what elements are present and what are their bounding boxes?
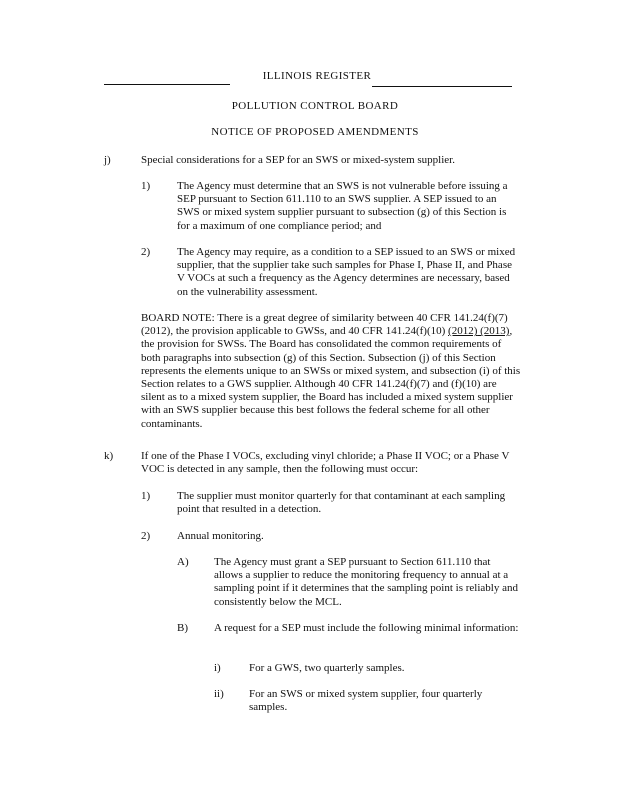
section-k-item2-label: 2): [141, 530, 151, 542]
section-k-label: k): [104, 450, 114, 462]
board-note-part2: , the provision for SWSs. The Board has consolidated the common requirements of both paragraphs into subsection (g) of this Section. Subsection (j) of this Section represents the elements unique to an SWSs or mixed system, and subsection (i) of this Section relates to a GWS supplier. Although 40 CFR 141.24(f)(7) and (f)(10) are silent as to a mixed system supplier, the Board has included a mixed system supplier with an SWS supplier because this best follows the federal scheme for all other contaminants.: [141, 325, 521, 430]
board-note: [141, 312, 521, 431]
section-k-subB-text: A request for a SEP must include the following minimal information:: [214, 622, 519, 634]
section-k-subA-label: A): [177, 556, 189, 568]
section-j-item1-text: The Agency must determine that an SWS is not vulnerable before issuing a SEP pursuant to Section 611.110 to an SWS supplier. A SEP issued to an SWS or mixed system supplier pursuant to subsection (g) of this Section is for a maximum of one compliance period; and: [177, 180, 508, 232]
section-k-subA-text: The Agency must grant a SEP pursuant to Section 611.110 that allows a supplier to reduce the monitoring frequency to annual at a sampling point if it determines that the sampling point is reliably and consistently below the MCL.: [214, 556, 518, 608]
section-k-subB-i-label: i): [214, 662, 221, 674]
notice-title: NOTICE OF PROPOSED AMENDMENTS: [211, 126, 419, 138]
section-k-subB-label: B): [177, 622, 188, 634]
section-k-item2-text: Annual monitoring.: [177, 530, 264, 542]
board-note-part1: BOARD NOTE: There is a great degree of similarity between 40 CFR 141.24(f)(7) (2012), the provision applicable to GWSs, and 40 CFR 141.24(f)(10): [141, 312, 508, 338]
section-k-title: If one of the Phase I VOCs, excluding vinyl chloride; a Phase II VOC; or a Phase V VOC is detected in any sample, then the following must occur:: [141, 450, 510, 476]
section-j-title: Special considerations for a SEP for an SWS or mixed-system supplier.: [141, 154, 455, 166]
section-k-subB-ii-label: ii): [214, 688, 224, 700]
board-note-inserted-year: (2013): [477, 325, 510, 338]
board-title: POLLUTION CONTROL BOARD: [231, 100, 399, 112]
header-rule-right: [372, 86, 512, 87]
section-k-subB-i-text: For a GWS, two quarterly samples.: [249, 662, 405, 674]
section-k-subB-ii-text: For an SWS or mixed system supplier, four quarterly samples.: [249, 688, 483, 714]
section-k-item1-text: The supplier must monitor quarterly for that contaminant at each sampling point that resulted in a detection.: [177, 490, 506, 516]
section-j-item2-label: 2): [141, 246, 151, 258]
section-j-label: j): [104, 154, 111, 166]
section-j-item1-label: 1): [141, 180, 151, 192]
section-k-item1-label: 1): [141, 490, 151, 502]
header-rule-left: [104, 84, 230, 85]
board-note-struck-year: (2012): [448, 325, 478, 338]
section-j-item2-text: The Agency may require, as a condition to a SEP issued to an SWS or mixed supplier, that the supplier take such samples for Phase I, Phase II, and Phase V VOCs at such a frequency as the Agency determines are necessary, based on the vulnerability assessment.: [177, 246, 516, 298]
register-title: ILLINOIS REGISTER: [262, 70, 372, 82]
